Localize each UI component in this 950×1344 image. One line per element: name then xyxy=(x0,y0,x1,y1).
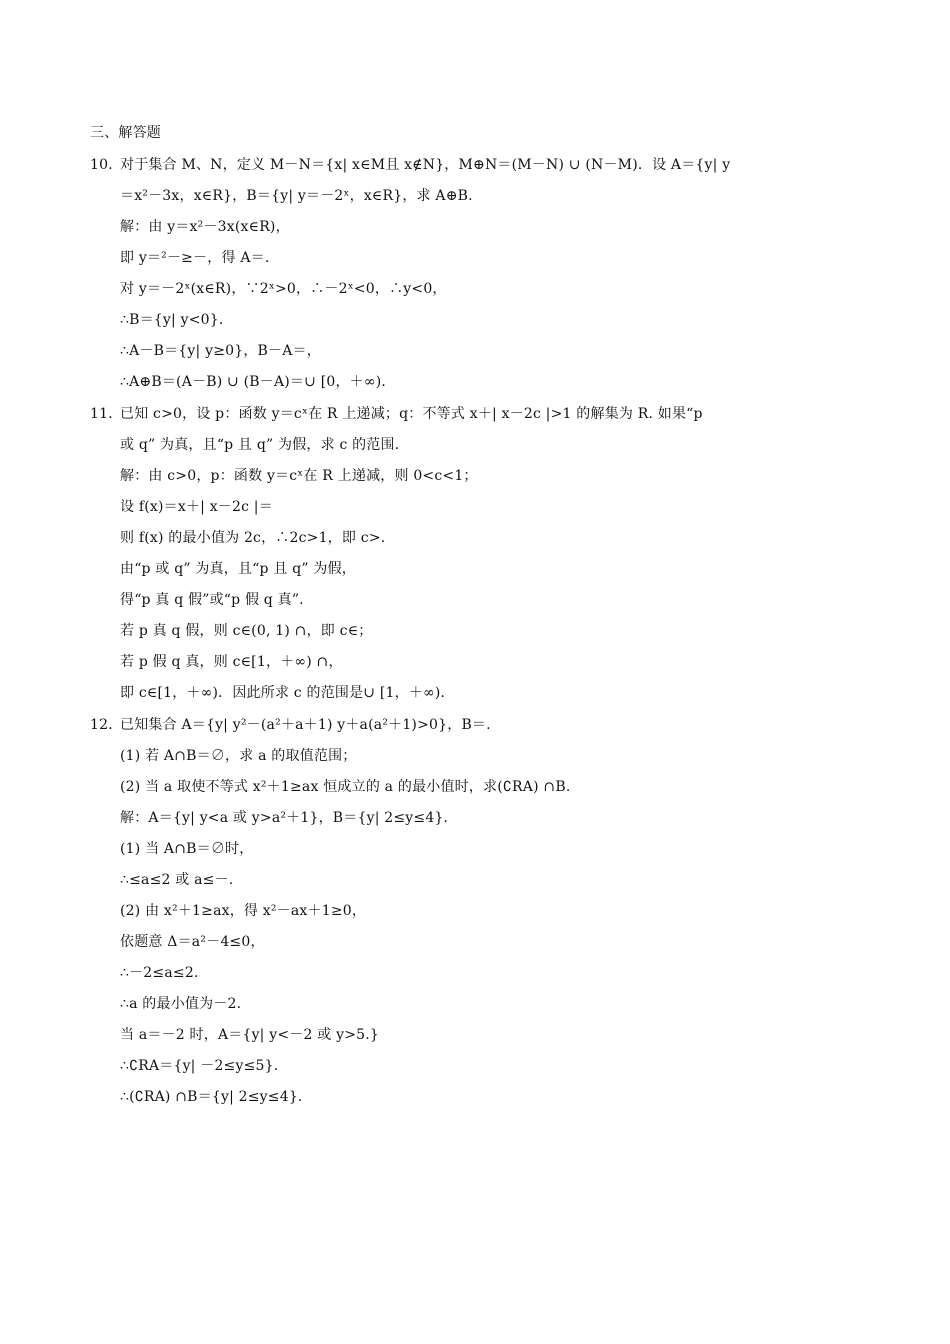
solution-line: ∴a 的最小值为－2. xyxy=(120,996,242,1012)
problem-number: 10． xyxy=(90,157,123,173)
solution-line: 设 f(x)＝x＋| x－2c |＝ xyxy=(120,499,273,515)
problem-text-line: ＝x²－3x，x∈R}，B＝{y| y＝－2ˣ，x∈R}，求 A⊕B. xyxy=(120,188,473,204)
solution-line: 解：由 y＝x²－3x(x∈R)， xyxy=(120,219,290,235)
solution-line: (2) 由 x²＋1≥ax，得 x²－ax＋1≥0， xyxy=(120,903,367,919)
solution-line: ∴A－B＝{y| y≥0}，B－A＝， xyxy=(120,343,321,359)
solution-line: 即 y＝²－≥－，得 A＝. xyxy=(120,250,270,266)
problem-text-line: 对于集合 M、N，定义 M－N＝{x| x∈M且 x∉N}，M⊕N＝(M－N) ∪ (N－M)．设 A＝{y| y xyxy=(120,157,731,173)
solution-line: 若 p 真 q 假，则 c∈(0, 1) ∩，即 c∈； xyxy=(120,623,373,639)
solution-line: 由“p 或 q” 为真，且“p 且 q” 为假， xyxy=(120,561,356,577)
problem-number: 12． xyxy=(90,717,123,733)
problem-text-line: (2) 当 a 取使不等式 x²＋1≥ax 恒成立的 a 的最小值时，求(∁RA) ∩B. xyxy=(120,779,571,795)
problem-number: 11． xyxy=(90,406,123,422)
solution-line: 解：A＝{y| y<a 或 y>a²＋1}，B＝{y| 2≤y≤4}． xyxy=(120,810,458,826)
section-heading: 三、解答题 xyxy=(90,125,161,141)
solution-line: ∴－2≤a≤2. xyxy=(120,965,199,981)
solution-line: ∴B＝{y| y<0}． xyxy=(120,312,234,328)
solution-line: 得“p 真 q 假”或“p 假 q 真”. xyxy=(120,592,304,608)
solution-line: (1) 当 A∩B＝∅时， xyxy=(120,841,254,857)
problem-text-line: 或 q” 为真，且“p 且 q” 为假，求 c 的范围． xyxy=(120,437,409,453)
solution-line: 则 f(x) 的最小值为 2c，∴2c>1，即 c>. xyxy=(120,530,386,546)
solution-line: ∴(∁RA) ∩B＝{y| 2≤y≤4}． xyxy=(120,1089,313,1105)
solution-line: 当 a＝－2 时，A＝{y| y<－2 或 y>5.} xyxy=(120,1027,379,1043)
solution-line: ∴≤a≤2 或 a≤－. xyxy=(120,872,234,888)
solution-line: 解：由 c>0，p：函数 y＝cˣ在 R 上递减，则 0<c<1； xyxy=(120,468,478,484)
problem-text-line: 已知 c>0，设 p：函数 y＝cˣ在 R 上递减；q：不等式 x＋| x－2c |>1 的解集为 R. 如果“p xyxy=(120,406,703,422)
solution-line: 对 y＝－2ˣ(x∈R)，∵2ˣ>0，∴－2ˣ<0，∴y<0， xyxy=(120,281,447,297)
solution-line: ∴∁RA＝{y| －2≤y≤5}． xyxy=(120,1058,288,1074)
problem-text-line: 已知集合 A＝{y| y²－(a²＋a＋1) y＋a(a²＋1)>0}，B＝. xyxy=(120,717,491,733)
problem-text-line: (1) 若 A∩B＝∅，求 a 的取值范围； xyxy=(120,748,357,764)
solution-line: 即 c∈[1，＋∞)．因此所求 c 的范围是∪ [1，＋∞)． xyxy=(120,685,455,701)
solution-line: 若 p 假 q 真，则 c∈[1，＋∞) ∩， xyxy=(120,654,343,670)
solution-line: ∴A⊕B＝(A－B) ∪ (B－A)＝∪ [0，＋∞)． xyxy=(120,374,396,390)
solution-line: 依题意 Δ＝a²－4≤0， xyxy=(120,934,265,950)
